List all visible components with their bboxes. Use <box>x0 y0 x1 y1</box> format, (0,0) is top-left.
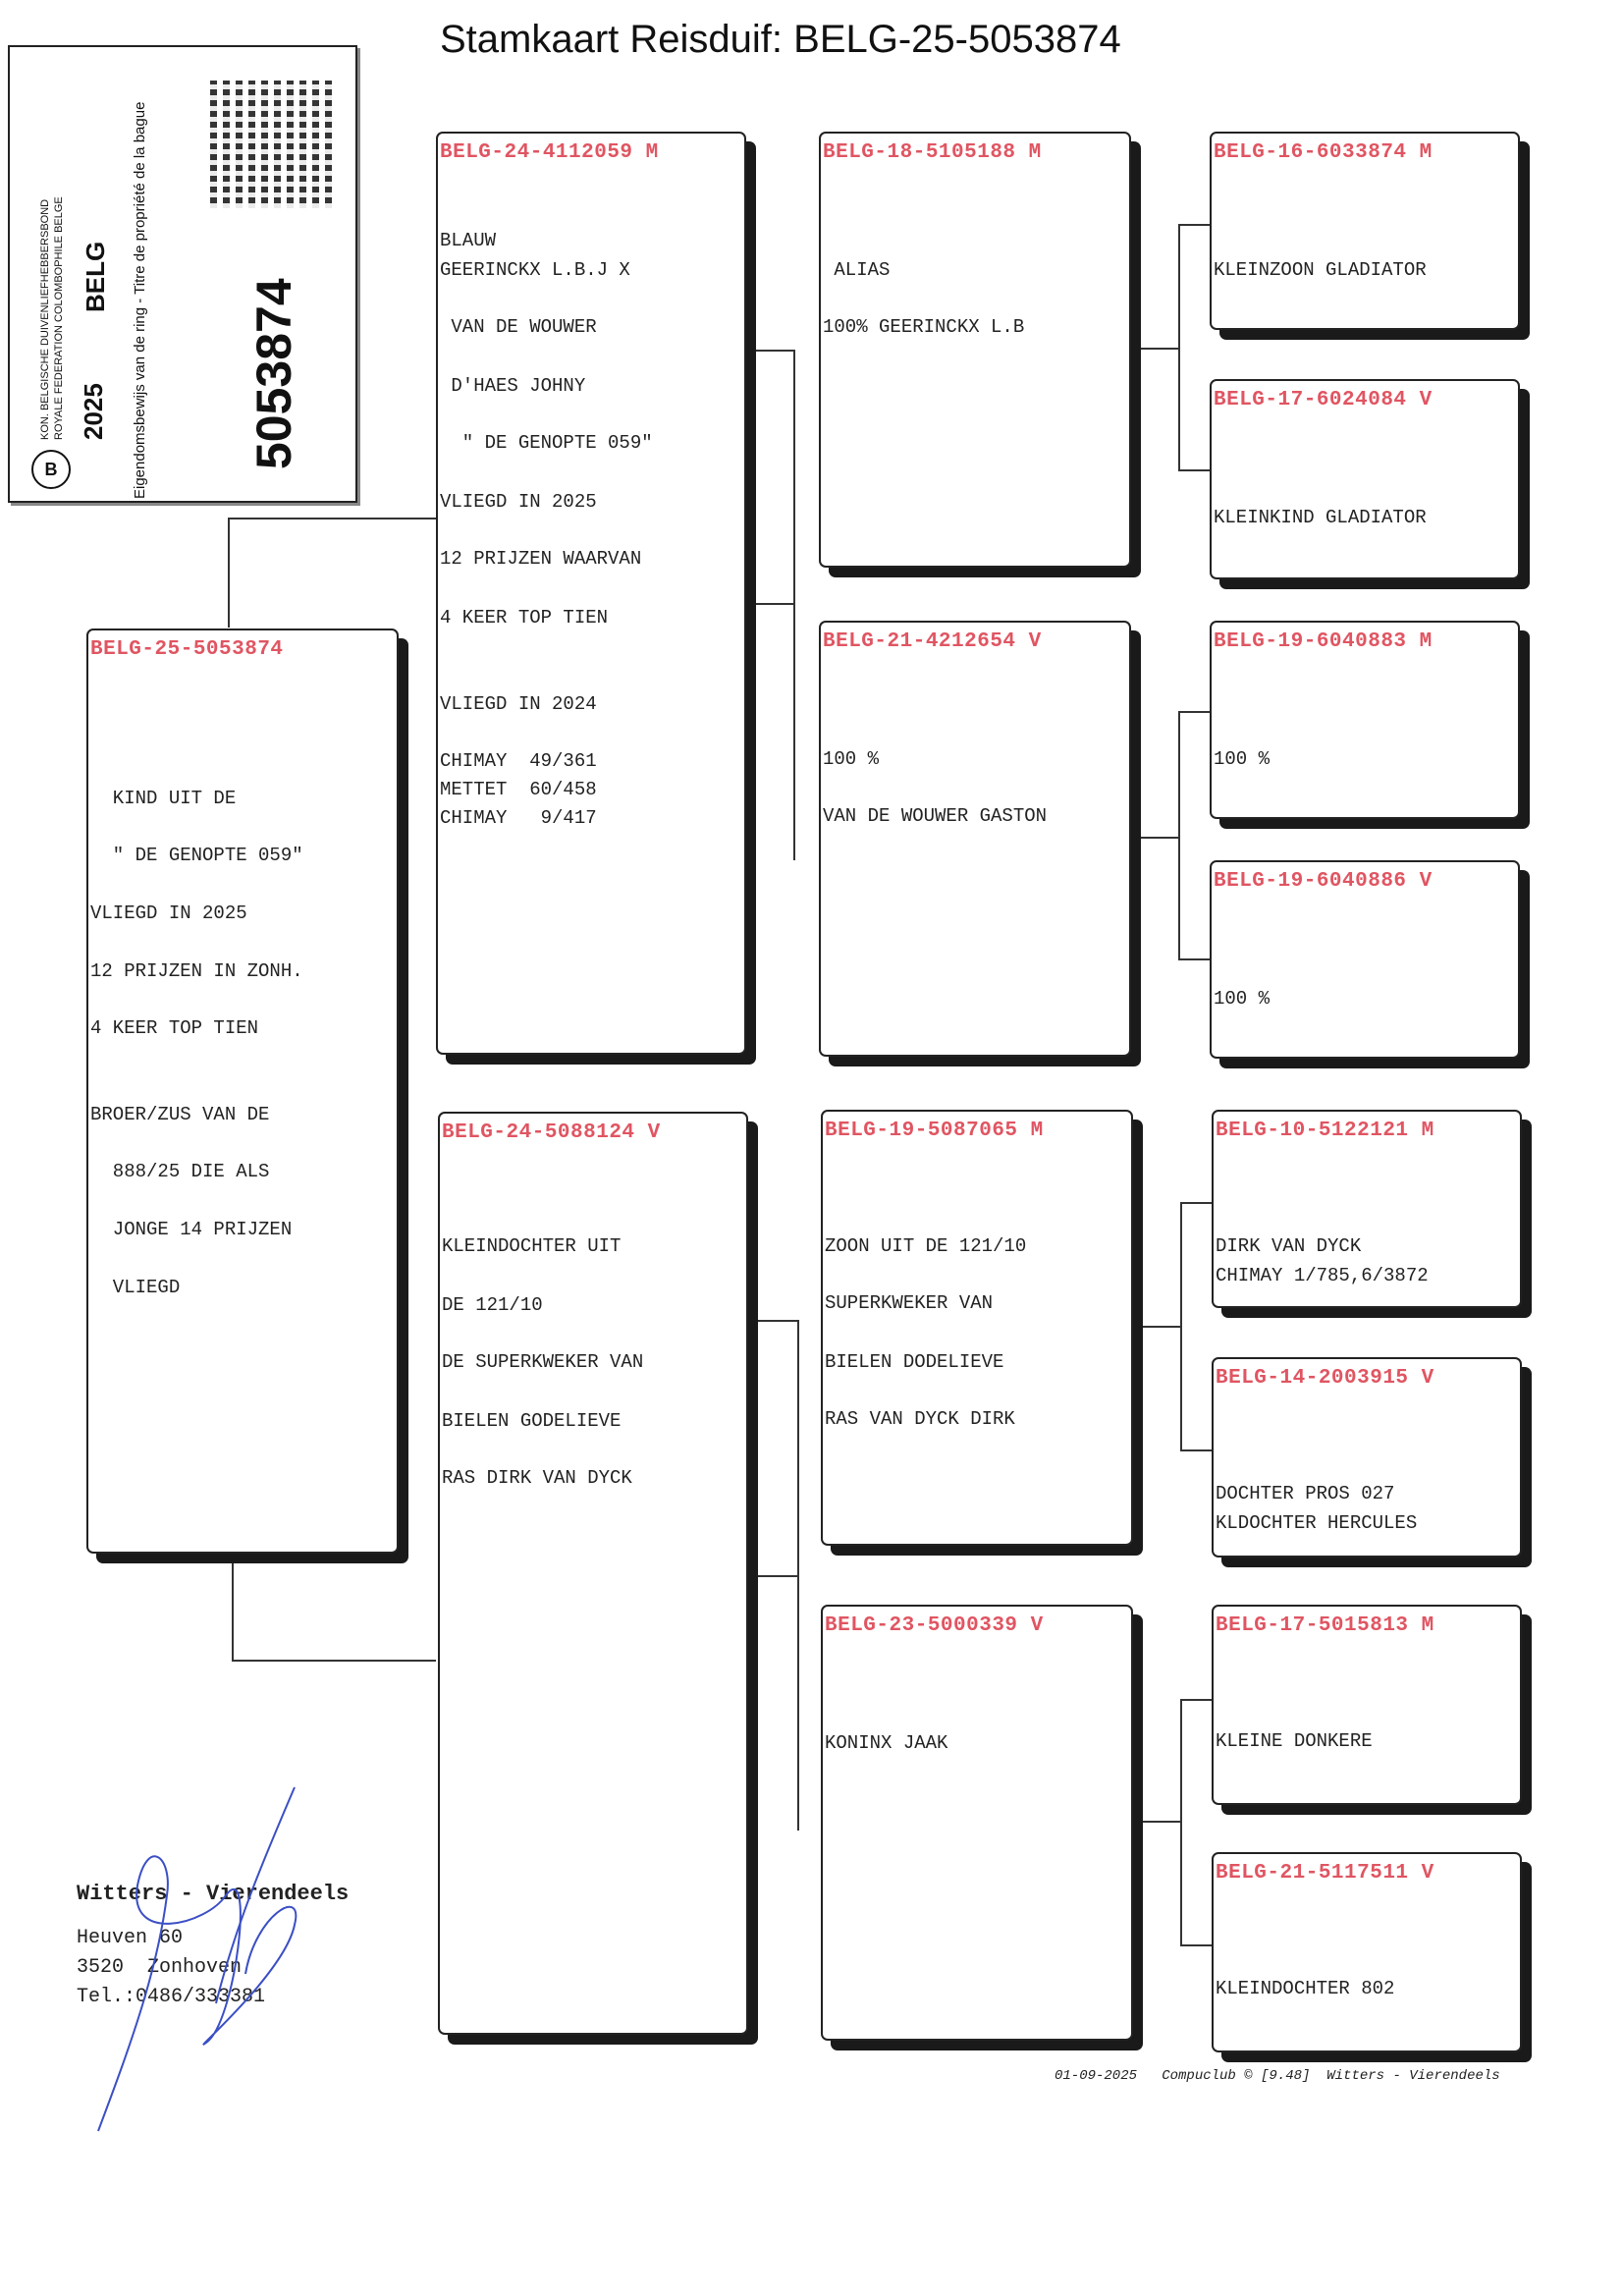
info-line: KLEINE DONKERE <box>1216 1730 1373 1752</box>
ring-number-mother: BELG-24-5088124 V <box>442 1121 661 1144</box>
info-line: 4 KEER TOP TIEN <box>90 1017 259 1039</box>
info-line: BROER/ZUS VAN DE <box>90 1104 270 1125</box>
info-line: KLDOCHTER HERCULES <box>1216 1512 1418 1534</box>
ring-number: BELG-19-5087065 M <box>825 1120 1044 1142</box>
connector-line <box>1178 469 1212 471</box>
info-line: VLIEGD <box>90 1277 181 1298</box>
ring-country: BELG <box>81 241 110 312</box>
info-line: 12 PRIJZEN IN ZONH. <box>90 960 303 982</box>
connector-line <box>1180 1449 1214 1451</box>
ring-number: BELG-19-6040883 M <box>1214 630 1433 653</box>
info-line: VLIEGD IN 2025 <box>440 491 597 513</box>
pigeon-card-maternal-grandmother <box>821 1605 1133 2041</box>
connector-line <box>758 1575 799 1577</box>
info-line: 12 PRIJZEN WAARVAN <box>440 548 642 570</box>
connector-line <box>1180 1202 1214 1204</box>
race-result: CHIMAY 9/417 <box>440 807 597 829</box>
ring-year: 2025 <box>79 383 108 440</box>
federation-name-nl: KON. BELGISCHE DUIVENLIEFHEBBERSBOND <box>39 198 51 440</box>
connector-line <box>1178 224 1180 471</box>
ring-number: 5053874 <box>246 278 301 469</box>
race-result: METTET 60/458 <box>440 779 597 800</box>
pigeon-card-great-grandparent <box>1210 621 1520 819</box>
ring-number: BELG-18-5105188 M <box>823 141 1042 164</box>
breeder-name: Witters - Vierendeels <box>77 1882 350 1906</box>
info-line: " DE GENOPTE 059" <box>440 432 653 454</box>
pigeon-card-paternal-grandmother <box>819 621 1131 1057</box>
connector-line <box>1180 1202 1182 1451</box>
connector-line <box>228 518 230 628</box>
info-line: BIELEN DODELIEVE <box>825 1351 1004 1373</box>
info-line: VLIEGD IN 2024 <box>440 693 597 715</box>
info-line: D'HAES JOHNY <box>440 375 586 397</box>
pigeon-card-great-grandparent <box>1212 1110 1522 1308</box>
connector-line <box>754 603 795 605</box>
ring-number: BELG-14-2003915 V <box>1216 1367 1434 1390</box>
pigeon-card-great-grandparent <box>1210 132 1520 330</box>
connector-line <box>232 1563 234 1662</box>
info-line: KLEINKIND GLADIATOR <box>1214 507 1427 528</box>
info-line: DE 121/10 <box>442 1294 543 1316</box>
connector-line <box>228 518 436 519</box>
pigeon-card-great-grandparent <box>1210 379 1520 579</box>
connector-line <box>1180 1699 1214 1701</box>
pigeon-card-great-grandparent <box>1212 1357 1522 1558</box>
connector-line <box>1178 711 1180 960</box>
info-line: RAS VAN DYCK DIRK <box>825 1408 1015 1430</box>
pigeon-card-father <box>436 132 746 1055</box>
info-line: DOCHTER PROS 027 <box>1216 1483 1395 1504</box>
info-line: KLEINDOCHTER 802 <box>1216 1978 1395 1999</box>
connector-line <box>1180 1699 1182 1946</box>
info-line: 100 % <box>823 748 880 770</box>
info-line: SUPERKWEKER VAN <box>825 1292 994 1314</box>
ring-number: BELG-17-5015813 M <box>1216 1614 1434 1637</box>
ring-number-father: BELG-24-4112059 M <box>440 141 659 164</box>
pigeon-card-great-grandparent <box>1210 860 1520 1059</box>
info-line: CHIMAY 1/785,6/3872 <box>1216 1265 1429 1286</box>
ring-ownership-card <box>8 45 357 503</box>
pigeon-card-main <box>86 629 399 1554</box>
qr-code-icon <box>210 81 338 208</box>
info-line: KONINX JAAK <box>825 1732 948 1754</box>
connector-line <box>1141 1326 1182 1328</box>
federation-logo-icon: B <box>31 450 71 489</box>
connector-line <box>793 350 795 860</box>
federation-name-fr: ROYALE FEDERATION COLOMBOPHILE BELGE <box>53 196 65 440</box>
info-line: ZOON UIT DE 121/10 <box>825 1235 1027 1257</box>
info-line: 100% GEERINCKX L.B <box>823 316 1025 338</box>
signature-icon <box>88 1777 344 2141</box>
connector-line <box>1178 958 1212 960</box>
breeder-city: 3520 Zonhoven <box>77 1956 243 1979</box>
info-line: JONGE 14 PRIJZEN <box>90 1219 293 1240</box>
info-line: KLEINDOCHTER UIT <box>442 1235 622 1257</box>
ownership-text: Eigendomsbewijs van de ring - Titre de propriété de la bague <box>132 101 148 499</box>
pigeon-card-paternal-grandfather <box>819 132 1131 568</box>
info-line: BIELEN GODELIEVE <box>442 1410 622 1432</box>
info-line: VLIEGD IN 2025 <box>90 902 247 924</box>
connector-line <box>1178 224 1212 226</box>
connector-line <box>1139 348 1180 350</box>
ring-number: BELG-21-4212654 V <box>823 630 1042 653</box>
info-line: 100 % <box>1214 748 1271 770</box>
ring-number: BELG-17-6024084 V <box>1214 389 1433 411</box>
connector-line <box>758 1320 799 1322</box>
info-line: BLAUW <box>440 230 497 251</box>
info-line: 4 KEER TOP TIEN <box>440 607 609 629</box>
info-line: DE SUPERKWEKER VAN <box>442 1351 644 1373</box>
connector-line <box>797 1320 799 1831</box>
info-line: 888/25 DIE ALS <box>90 1161 270 1182</box>
pigeon-card-maternal-grandfather <box>821 1110 1133 1546</box>
connector-line <box>1180 1944 1214 1946</box>
ring-number-main: BELG-25-5053874 <box>90 638 284 661</box>
footer-text: 01-09-2025 Compuclub © [9.48] Witters - Vierendeels <box>1055 2068 1500 2084</box>
connector-line <box>1178 711 1212 713</box>
ring-number: BELG-19-6040886 V <box>1214 870 1433 893</box>
info-line: GEERINCKX L.B.J X <box>440 259 630 281</box>
race-result: CHIMAY 49/361 <box>440 750 597 772</box>
page-title: Stamkaart Reisduif: BELG-25-5053874 <box>440 18 1121 61</box>
breeder-phone: Tel.:0486/333381 <box>77 1986 266 2008</box>
info-line: KIND UIT DE <box>90 788 237 809</box>
connector-line <box>232 1660 436 1662</box>
info-line: " DE GENOPTE 059" <box>90 845 303 866</box>
info-line: RAS DIRK VAN DYCK <box>442 1467 632 1489</box>
pigeon-card-mother <box>438 1112 748 2035</box>
connector-line <box>754 350 795 352</box>
info-line: VAN DE WOUWER GASTON <box>823 805 1048 827</box>
ring-number: BELG-23-5000339 V <box>825 1614 1044 1637</box>
info-line: ALIAS <box>823 259 891 281</box>
pigeon-card-great-grandparent <box>1212 1605 1522 1805</box>
info-line: 100 % <box>1214 988 1271 1010</box>
pigeon-card-great-grandparent <box>1212 1852 1522 2052</box>
connector-line <box>1141 1821 1182 1823</box>
ring-number: BELG-16-6033874 M <box>1214 141 1433 164</box>
breeder-street: Heuven 60 <box>77 1927 184 1949</box>
info-line: KLEINZOON GLADIATOR <box>1214 259 1427 281</box>
connector-line <box>1139 837 1180 839</box>
ring-number: BELG-21-5117511 V <box>1216 1862 1434 1885</box>
info-line: VAN DE WOUWER <box>440 316 597 338</box>
info-line: DIRK VAN DYCK <box>1216 1235 1362 1257</box>
ring-number: BELG-10-5122121 M <box>1216 1120 1434 1142</box>
